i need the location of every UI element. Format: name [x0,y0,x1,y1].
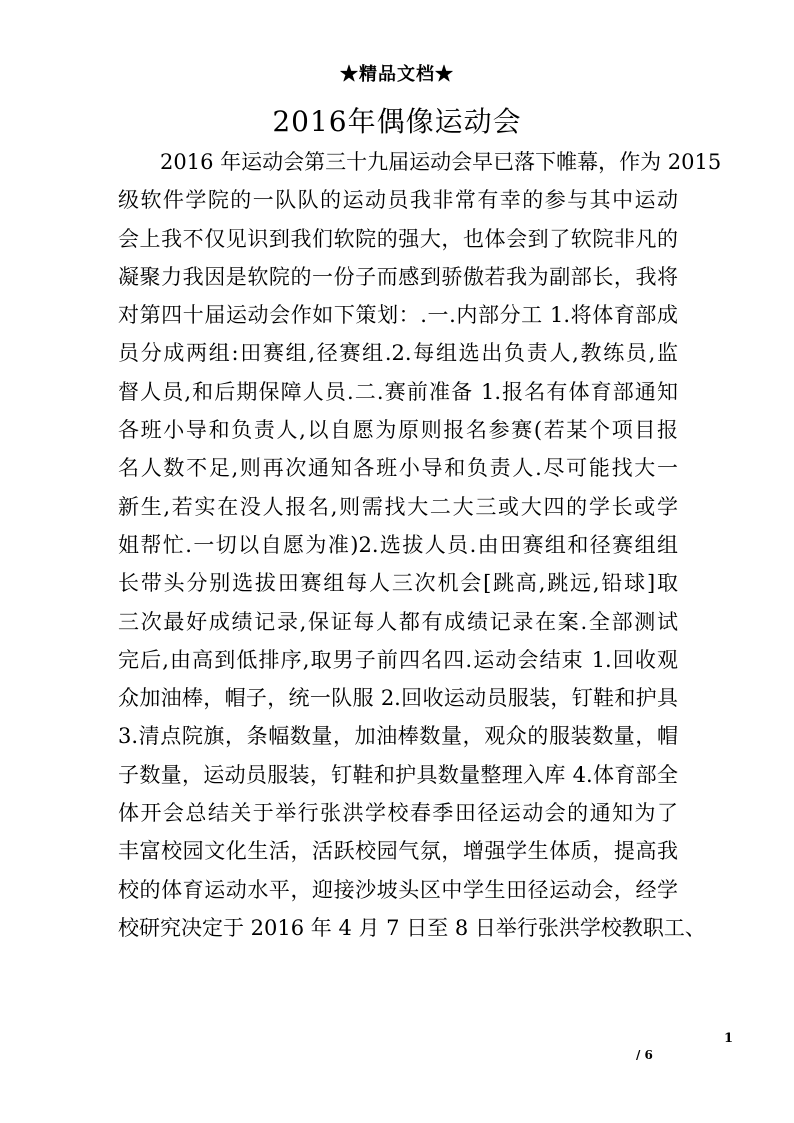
document-header: ★精品文档★ [340,64,454,85]
page-number: 1 [724,1031,734,1046]
body-line: 姐帮忙.一切以自愿为准)2.选拔人员.由田赛组和径赛组组 [118,532,678,557]
page-total: / 6 [636,1048,653,1062]
body-line: 级软件学院的一队队的运动员我非常有幸的参与其中运动 [118,188,678,213]
body-line: 会上我不仅见识到我们软院的强大，也体会到了软院非凡的 [118,226,678,251]
body-line: 众加油棒，帽子，统一队服 2.回收运动员服装，钉鞋和护具 [118,686,678,711]
document-body [118,143,722,947]
body-line: 3.清点院旗，条幅数量，加油棒数量，观众的服装数量，帽 [118,724,678,749]
body-line: 凝聚力我因是软院的一份子而感到骄傲若我为副部长，我将 [118,264,678,289]
body-line: 体开会总结关于举行张洪学校春季田径运动会的通知为了 [118,801,678,826]
body-line: 名人数不足,则再次通知各班小导和负责人.尽可能找大一 [118,456,678,481]
body-line: 新生,若实在没人报名,则需找大二大三或大四的学长或学 [118,494,678,519]
document-title: 2016年偶像运动会 [272,105,522,138]
body-line: 校研究决定于 2016 年 4 月 7 日至 8 日举行张洪学校教职工、 [118,915,706,940]
body-line: 丰富校园文化生活，活跃校园气氛，增强学生体质，提高我 [118,839,678,864]
body-line: 对第四十届运动会作如下策划：.一.内部分工 1.将体育部成 [118,303,678,328]
body-line: 2016 年运动会第三十九届运动会早已落下帷幕，作为 2015 [160,150,722,174]
body-line: 三次最好成绩记录,保证每人都有成绩记录在案.全部测试 [118,609,678,634]
body-line: 校的体育运动水平，迎接沙坡头区中学生田径运动会，经学 [118,877,678,902]
body-line: 各班小导和负责人,以自愿为原则报名参赛(若某个项目报 [118,418,678,443]
body-line: 长带头分别选拔田赛组每人三次机会[跳高,跳远,铅球]取 [118,571,678,596]
body-line: 完后,由高到低排序,取男子前四名四.运动会结束 1.回收观 [118,647,678,672]
body-line: 督人员,和后期保障人员.二.赛前准备 1.报名有体育部通知 [118,379,678,404]
body-line: 员分成两组:田赛组,径赛组.2.每组选出负责人,教练员,监 [118,341,678,366]
body-line: 子数量，运动员服装，钉鞋和护具数量整理入库 4.体育部全 [118,762,678,787]
